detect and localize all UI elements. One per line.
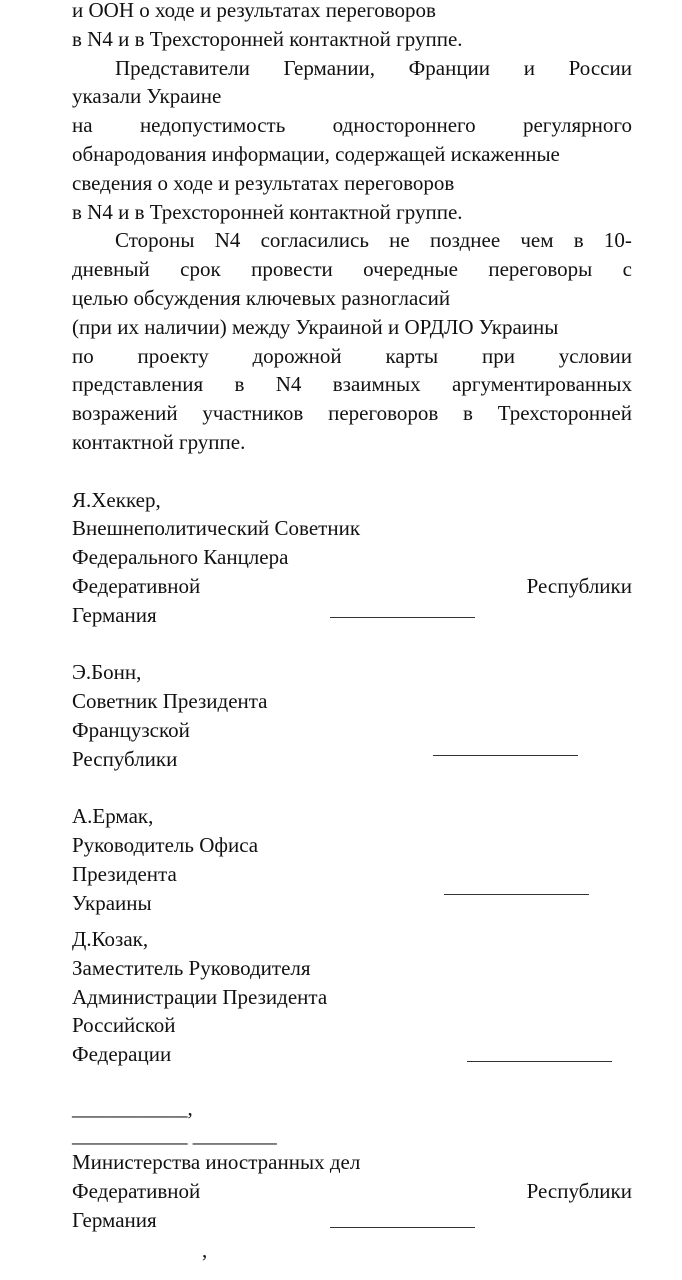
word: России — [568, 55, 632, 80]
paragraph-line: контактной группе. — [72, 430, 246, 454]
paragraph-line-justified — [72, 370, 632, 399]
word: с — [622, 257, 632, 282]
signatory-name: А.Ермак, — [72, 804, 154, 829]
signatory-name: Д.Козак, — [72, 927, 149, 951]
signatory-name: Я.Хеккер, — [72, 487, 161, 512]
word: 10- — [603, 228, 632, 253]
word: Германии, — [283, 55, 375, 80]
paragraph-line: сведения о ходе и результатах переговоров — [72, 170, 455, 195]
word: возражений — [72, 401, 178, 426]
word: карты — [385, 343, 439, 368]
signatory-title-line: Заместитель Руководителя — [72, 955, 311, 980]
signatory-title-line: Германия — [72, 602, 157, 627]
signatory-title-line-justified — [72, 572, 632, 601]
signatory-title-line: Федерации — [72, 1042, 172, 1067]
paragraph-line: обнародования информации, содержащей искаженные — [72, 142, 560, 166]
signatory-title-line: Президента — [72, 862, 177, 886]
signatory-name: Э.Бонн, — [72, 660, 142, 685]
word: Трехсторонней — [497, 401, 632, 426]
word: и — [523, 55, 535, 80]
word: Федеративной — [72, 574, 201, 598]
word: дорожной — [252, 343, 342, 368]
word: участников — [202, 401, 304, 426]
word: одностороннего — [332, 113, 476, 138]
paragraph-line: и ООН о ходе и результатах переговоров — [72, 0, 436, 22]
signatory-title-line-justified — [72, 1177, 632, 1206]
paragraph-line: (при их наличии) между Украиной и ОРДЛО Украины — [72, 314, 559, 339]
word: N4 — [214, 228, 241, 253]
signature-line — [330, 617, 475, 618]
paragraph-line: указали Украине — [72, 84, 222, 109]
word: провести — [251, 257, 333, 282]
signature-line — [330, 1227, 475, 1228]
word: представления — [72, 372, 204, 397]
signatory-title-line: Руководитель Офиса — [72, 833, 259, 858]
trailing-comma: , — [202, 1238, 208, 1262]
signatory-title-line: Внешнеполитический Советник — [72, 516, 361, 541]
word: позднее — [429, 228, 501, 253]
signatory-title-line: Германия — [72, 1207, 157, 1232]
word: Республики — [526, 1178, 632, 1203]
signatory-title-line: Российской — [72, 1013, 176, 1038]
word: проекту — [137, 343, 209, 368]
word: дневный — [72, 257, 150, 282]
word: не — [389, 228, 410, 253]
signature-line — [433, 755, 578, 756]
word: Франции — [408, 55, 491, 80]
paragraph-line: целью обсуждения ключевых разногласий — [72, 286, 451, 310]
signatory-title-line: Республики — [72, 746, 178, 771]
word: при — [481, 343, 515, 368]
signature-line — [444, 894, 589, 895]
signatory-name-blank: ___________, — [72, 1096, 193, 1120]
word: условии — [558, 343, 632, 368]
signatory-title-blank: ___________ ________ — [72, 1123, 277, 1147]
signatory-title-line: Министерства иностранных дел — [72, 1150, 361, 1174]
word: N4 — [275, 372, 302, 397]
paragraph-line: в N4 и в Трехсторонней контактной группе. — [72, 26, 463, 51]
word: аргументированных — [452, 372, 632, 397]
word: согласились — [260, 228, 369, 253]
word: Представители — [115, 55, 250, 80]
paragraph-line-justified — [72, 342, 632, 371]
word: Республики — [526, 574, 632, 598]
word: по — [72, 343, 94, 368]
signatory-title-line: Советник Президента — [72, 689, 268, 714]
signatory-title-line: Французской — [72, 718, 190, 742]
word: в — [463, 401, 473, 426]
paragraph-line-justified — [72, 54, 632, 83]
word: на — [72, 113, 93, 138]
paragraph-line: в N4 и в Трехсторонней контактной группе. — [72, 199, 463, 224]
word: переговоры — [488, 257, 593, 282]
word: Федеративной — [72, 1178, 201, 1203]
word: чем — [520, 228, 554, 253]
paragraph-line-justified — [72, 255, 632, 284]
word: срок — [180, 257, 221, 282]
word: переговоров — [328, 401, 439, 426]
signatory-title-line: Украины — [72, 890, 152, 915]
word: взаимных — [332, 372, 421, 397]
word: Стороны — [115, 228, 195, 253]
word: очередные — [363, 257, 458, 282]
word: регулярного — [522, 113, 632, 138]
word: в — [234, 372, 245, 397]
signatory-title-line: Администрации Президента — [72, 984, 328, 1009]
paragraph-line-justified — [72, 111, 632, 140]
signatory-title-line: Федерального Канцлера — [72, 545, 289, 570]
paragraph-line-justified — [72, 226, 632, 255]
signature-line — [467, 1061, 612, 1062]
word: недопустимость — [139, 113, 286, 138]
paragraph-line-justified — [72, 399, 632, 428]
word: в — [573, 228, 584, 253]
